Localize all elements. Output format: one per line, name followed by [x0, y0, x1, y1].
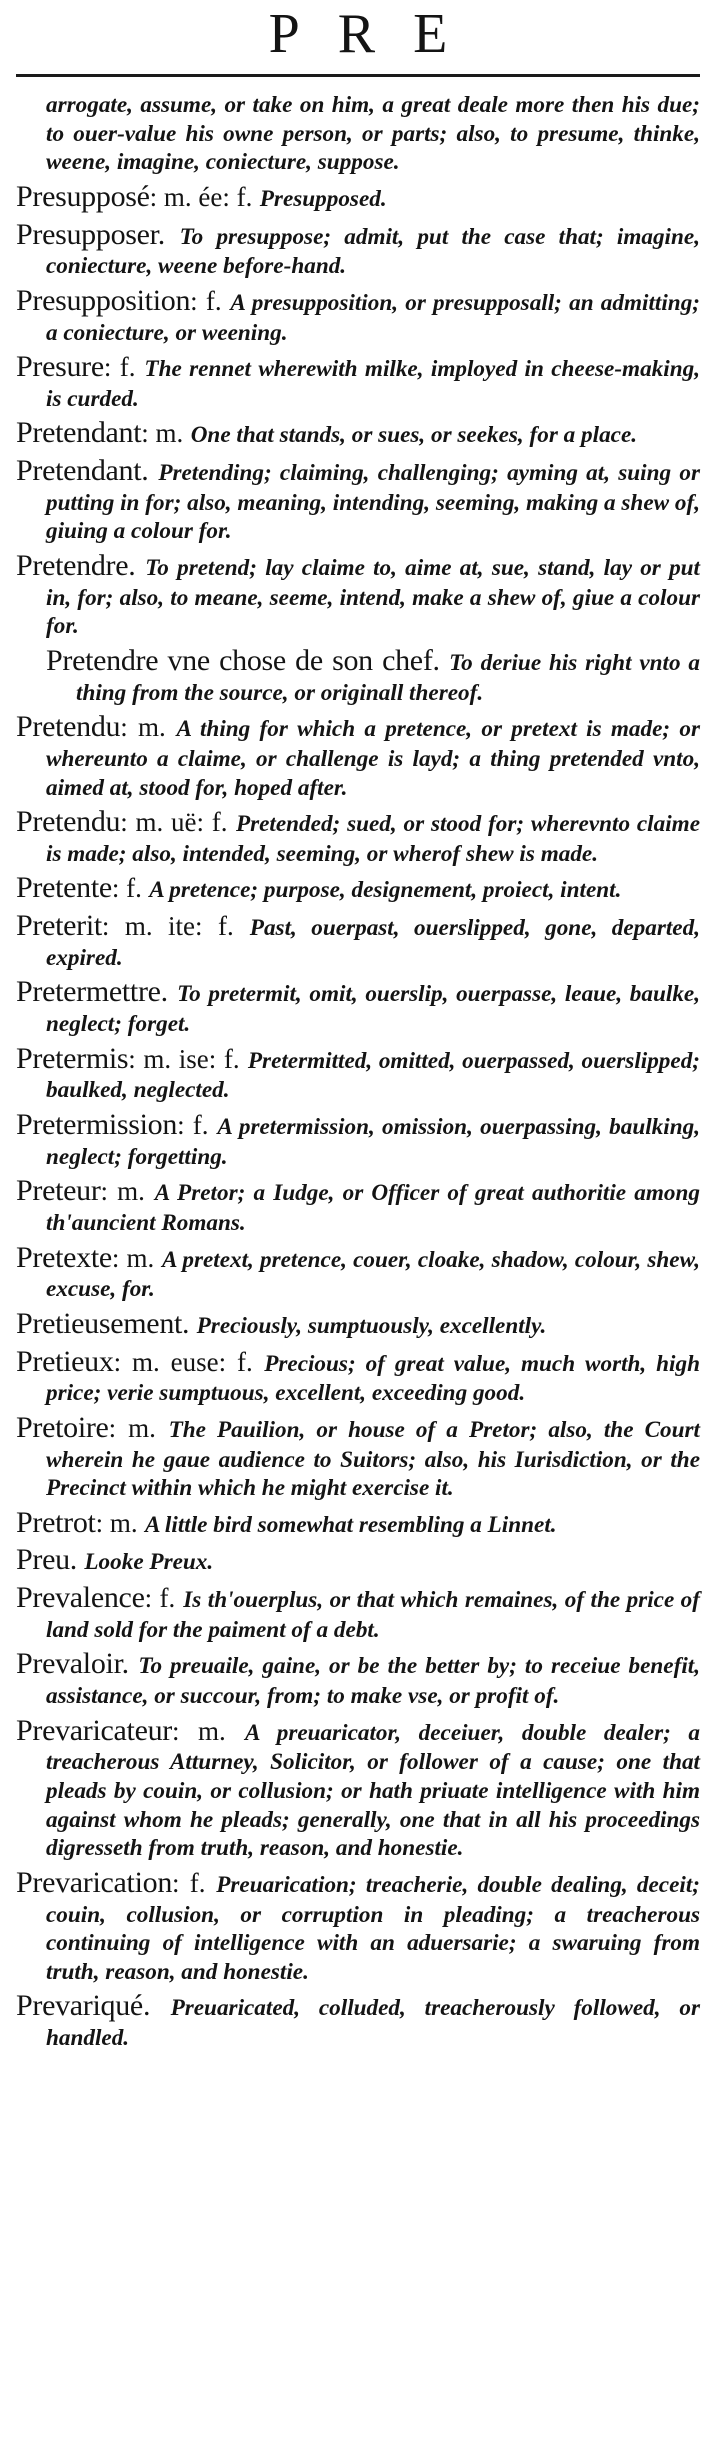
entry-definition: Pretended; sued, or stood for; wherevnto claime is made; also, intended, seeming, or wherof shew is made. — [46, 811, 700, 867]
entry-definition: To presuppose; admit, put the case that; imagine, coniecture, weene before-hand. — [46, 223, 700, 280]
entry-grammar: : m. — [172, 1715, 226, 1746]
entry-grammar: : m. — [108, 1412, 156, 1443]
entry-presuppose — [16, 179, 700, 215]
entry-headword: Pretoire — [16, 1410, 109, 1444]
entry-headword: Presupposé — [16, 179, 150, 213]
entry-headword: Pretendu — [16, 710, 121, 744]
entry-headword: Pretexte — [16, 1240, 112, 1274]
entry-definition: Presupposed. — [259, 185, 387, 212]
entry-pretendant — [16, 453, 700, 546]
entry-grammar: : m. ée: f. — [149, 181, 253, 212]
entry-headword: Preteur — [16, 1174, 101, 1208]
entry-grammar: : m. ite: f. — [101, 911, 234, 942]
entry-pretente — [16, 870, 700, 906]
entry-definition: A preuaricator, deceiuer, double dealer; a treacherous Atturney, Solicitor, or follower of a cause; one that pleads by couin, or collusion; or hath priuate intelligence with him against whom he pleads; generally, one that in all his proceedings digresseth from truth, reason, and honestie. — [46, 1719, 700, 1862]
entry-headword: Presupposition — [16, 283, 191, 317]
entry-definition: A presupposition, or presupposall; an admitting; a coniecture, or weening. — [46, 289, 701, 346]
entry-grammar: : m. — [95, 1507, 138, 1538]
entry-pretendu-m — [16, 709, 700, 802]
entry-definition: Pretending; claiming, challenging; ayming at, suing or putting in for; also, meaning, intending, seeming, making a shew of, giuing a colour for. — [46, 460, 700, 545]
entry-pretendre-phrase — [16, 643, 700, 707]
entry-prevaloir — [16, 1646, 700, 1710]
entry-grammar: : f. — [190, 285, 222, 316]
entry-grammar: : f. — [144, 1583, 176, 1614]
entry-headword: Prevaricateur — [16, 1713, 173, 1747]
entry-headword: Prevarication — [16, 1865, 173, 1899]
header-rule — [16, 74, 700, 77]
entry-definition: Looke Preux. — [84, 1549, 214, 1576]
entry-grammar: : f. — [177, 1109, 209, 1140]
entry-headword: Pretendre vne chose de son chef. — [46, 643, 440, 677]
entry-prevarique — [16, 1988, 700, 2052]
entry-definition: A pretermission, omission, ouerpassing, baulking, neglect; forgetting. — [46, 1113, 701, 1170]
entry-definition: One that stands, or sues, or seekes, for a place. — [190, 422, 638, 449]
entry-pretermettre — [16, 974, 700, 1038]
entry-definition: To pretend; lay claime to, aime at, sue, stand, lay or put in, for; also, to meane, seeme, intend, make a shew of, giue a colour for. — [46, 555, 700, 640]
entry-definition: A Pretor; a Iudge, or Officer of great authoritie among th'auncient Romans. — [46, 1180, 700, 1236]
entry-pretoire — [16, 1410, 700, 1503]
entry-grammar: : f. — [172, 1867, 206, 1898]
entry-pretermis — [16, 1041, 700, 1105]
entry-pretendu — [16, 804, 700, 868]
entry-pretieusement — [16, 1306, 700, 1342]
entry-headword: Pretermission — [16, 1107, 178, 1141]
entry-grammar: : f. — [111, 873, 142, 904]
entry-pretendant-m — [16, 415, 700, 451]
entry-pretendre — [16, 548, 700, 641]
entry-definition: A thing for which a pretence, or pretext is made; or whereunto a claime, or challenge is layd; a thing pretended vnto, aimed at, stood for, hoped after. — [46, 716, 700, 801]
entry-headword: Presupposer. — [16, 217, 165, 251]
entry-headword: Prevariqué. — [16, 1989, 151, 2023]
entry-headword: Pretendu — [16, 805, 121, 839]
entry-pretexte — [16, 1240, 700, 1304]
entry-pretrot — [16, 1505, 700, 1541]
entry-headword: Pretermis — [16, 1041, 129, 1075]
entry-prevarication — [16, 1865, 700, 1987]
entry-headword: Pretermettre. — [16, 975, 168, 1009]
entry-headword: Pretrot — [16, 1505, 96, 1539]
entry-preterit — [16, 908, 700, 972]
entry-headword: Prevaloir. — [16, 1647, 129, 1681]
entry-definition: To pretermit, omit, ouerslip, ouerpasse, leaue, baulke, neglect; forget. — [46, 981, 700, 1038]
entry-definition: The rennet wherewith milke, imployed in cheese-making, is curded. — [46, 356, 701, 412]
entry-headword: Pretente — [16, 871, 112, 905]
entry-definition: To preuaile, gaine, or be the better by; to receiue benefit, assistance, or succour, from; to make vse, or profit of. — [46, 1653, 700, 1710]
entry-presure — [16, 349, 700, 413]
entry-prevalence — [16, 1580, 700, 1644]
entry-headword: Pretieusement. — [16, 1306, 190, 1340]
entry-headword: Presure — [16, 350, 104, 384]
entry-headword: Pretieux — [16, 1344, 114, 1378]
entry-definition: Precious; of great value, much worth, high price; verie sumptuous, excellent, exceeding good. — [46, 1350, 700, 1407]
entry-grammar: : m. — [111, 1242, 155, 1273]
entry-definition: The Pauilion, or house of a Pretor; also, the Court wherein he gaue audience to Suitors; also, his Iurisdiction, or the Precinct within which he might exercise it. — [46, 1416, 701, 1502]
entry-headword: Preu. — [16, 1543, 77, 1577]
entry-grammar: : m. — [100, 1176, 145, 1207]
entry-presupposer — [16, 217, 700, 281]
entry-continuation — [16, 91, 700, 177]
entry-headword: Pretendant — [16, 416, 142, 450]
entry-definition: Past, ouerpast, ouerslipped, gone, departed, expired. — [46, 915, 700, 971]
entry-grammar: : m. — [141, 418, 184, 449]
entry-definition: Is th'ouerplus, or that which remaines, of the price of land sold for the paiment of a debt. — [46, 1587, 701, 1643]
entry-definition: Pretermitted, omitted, ouerpassed, ouerslipped; baulked, neglected. — [46, 1047, 701, 1104]
entry-headword: Prevalence — [16, 1581, 145, 1615]
entry-grammar: : m. euse: f. — [113, 1346, 253, 1377]
entry-definition: Preuaricated, colluded, treacherously followed, or handled. — [46, 1995, 700, 2052]
entry-headword: Pretendre. — [16, 549, 136, 582]
entry-headword: Pretendant. — [16, 454, 149, 488]
entry-pretermission — [16, 1107, 700, 1171]
entry-grammar: : f. — [103, 352, 136, 383]
entry-headword: Preterit — [16, 909, 102, 943]
entry-pretieux — [16, 1344, 700, 1408]
entry-preteur — [16, 1173, 700, 1237]
entry-list — [16, 91, 700, 2053]
entry-definition: Preuarication; treacherie, double dealing, deceit; couin, collusion, or corruption in pleading; a treacherous continuing of intelligence with an aduersarie; a swaruing from truth, reason, and honestie. — [46, 1871, 700, 1985]
entry-grammar: : m. — [120, 712, 166, 743]
entry-presupposition — [16, 283, 700, 347]
entry-definition: A pretence; purpose, designement, proiect, intent. — [149, 877, 622, 904]
entry-definition: Preciously, sumptuously, excellently. — [196, 1312, 547, 1339]
entry-grammar: : m. uë: f. — [120, 807, 228, 838]
entry-prevaricateur — [16, 1713, 700, 1863]
running-head: PRE — [268, 3, 486, 65]
entry-definition: A pretext, pretence, couer, cloake, shadow, colour, shew, excuse, for. — [46, 1246, 700, 1303]
entry-grammar: : m. ise: f. — [128, 1043, 240, 1074]
entry-definition: A little bird somewhat resembling a Linnet. — [144, 1511, 557, 1538]
entry-preu — [16, 1542, 700, 1578]
entry-definition: arrogate, assume, or take on him, a great deale more then his due; to ouer-value his owne person, or parts; also, to presume, thinke, weene, imagine, coniecture, suppose. — [46, 92, 700, 176]
entry-definition: To deriue his right vnto a thing from the source, or originall thereof. — [76, 649, 700, 706]
